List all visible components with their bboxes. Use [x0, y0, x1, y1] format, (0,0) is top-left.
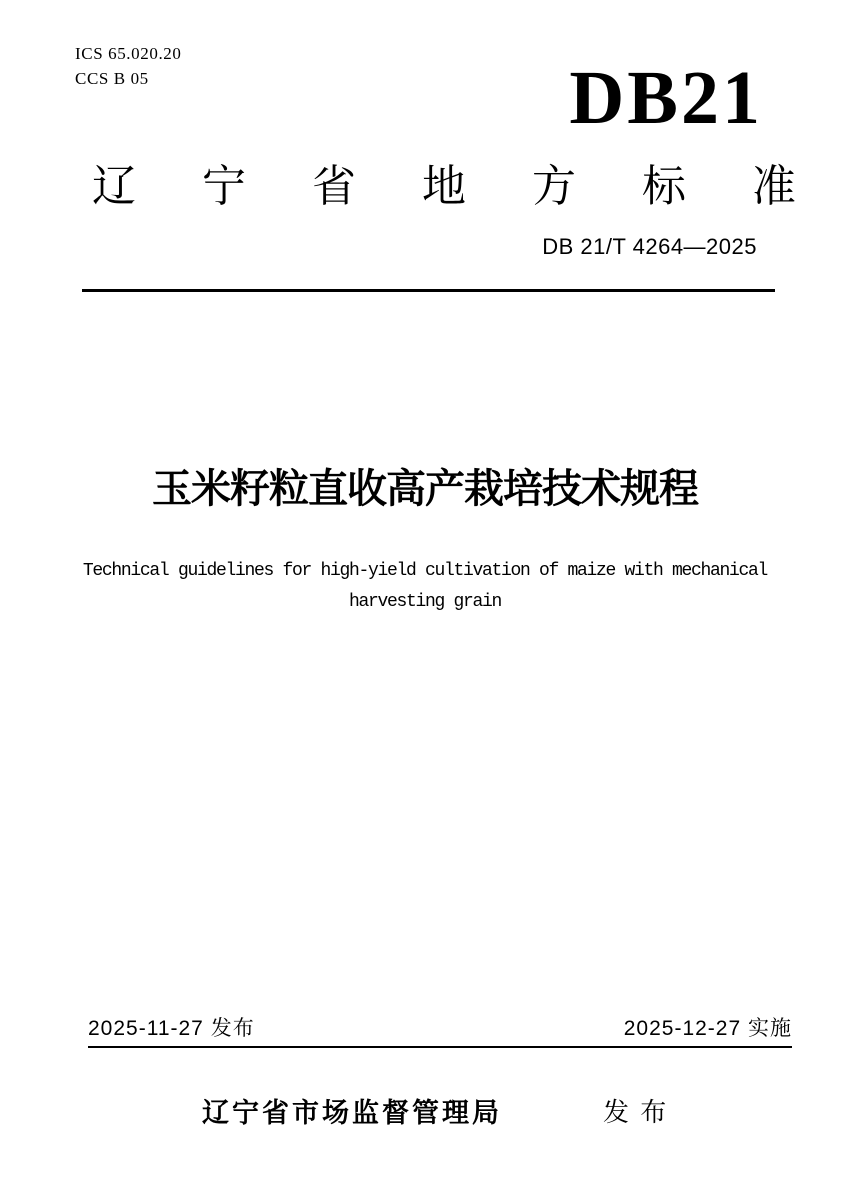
document-title-zh: 玉米籽粒直收高产栽培技术规程 [152, 467, 698, 511]
implement-date: 2025-12-27 实施 [623, 1017, 792, 1040]
header-divider-line [82, 289, 775, 292]
standard-type-title [92, 163, 796, 211]
standard-type-char: 地 [422, 162, 466, 211]
standard-type-char: 省 [312, 162, 356, 211]
document-title-en-line1: Technical guidelines for high-yield cultivation of maize with mechanical [82, 561, 768, 581]
standard-type-char: 标 [642, 162, 686, 211]
db-logo: DB21 [569, 56, 763, 140]
issue-label: 发 布 [603, 1097, 669, 1127]
issuing-authority: 辽宁省市场监督管理局 [202, 1098, 502, 1128]
standard-type-char: 准 [752, 162, 796, 211]
ccs-code: CCS B 05 [75, 69, 149, 88]
document-title-en-line2: harvesting grain [348, 592, 502, 612]
ics-code: ICS 65.020.20 [75, 44, 182, 63]
standard-number: DB 21/T 4264—2025 [542, 234, 757, 259]
dates-row [88, 1012, 792, 1048]
standard-type-char: 方 [532, 162, 576, 211]
standard-type-char: 宁 [202, 162, 246, 211]
issue-date: 2025-11-27 发布 [88, 1017, 255, 1040]
document-title-en [0, 556, 850, 618]
standard-type-char: 辽 [92, 162, 136, 211]
